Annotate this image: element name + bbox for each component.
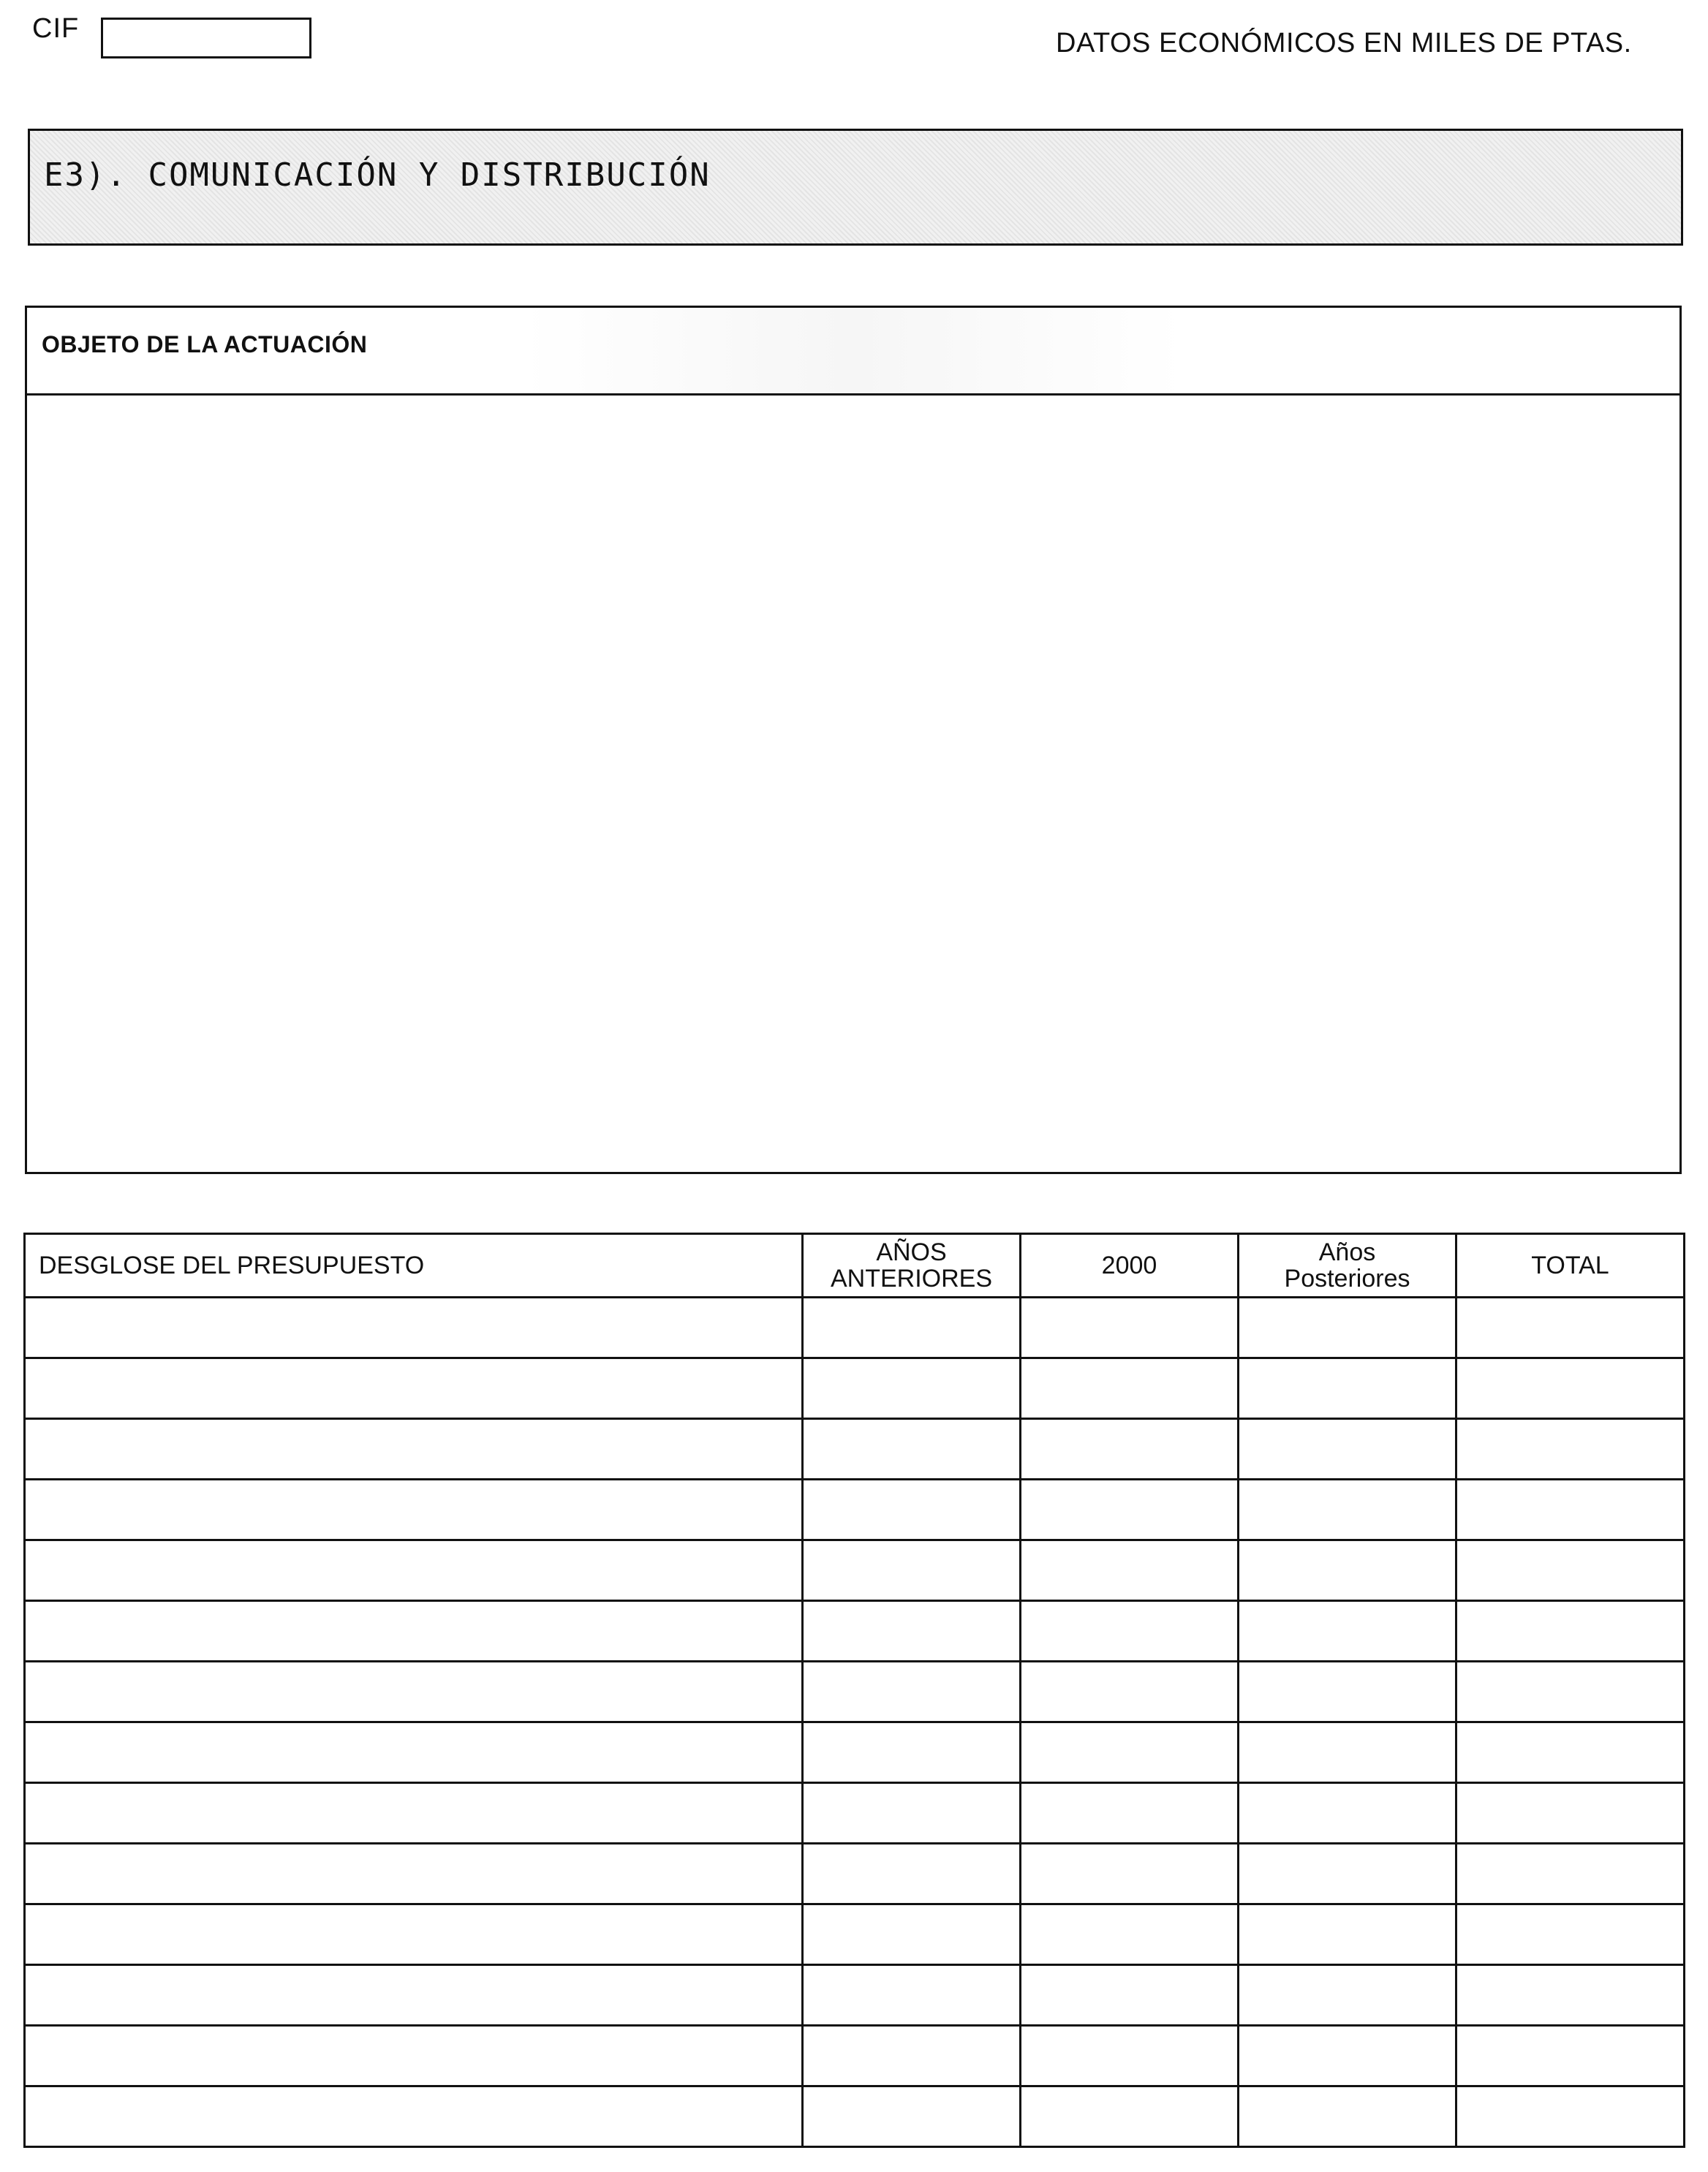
cell-anos-anteriores[interactable] xyxy=(803,1480,1021,1540)
cell-total[interactable] xyxy=(1456,1662,1685,1722)
table-row xyxy=(25,1298,1685,1358)
cell-total[interactable] xyxy=(1456,1480,1685,1540)
cell-anos-posteriores[interactable] xyxy=(1239,1783,1456,1844)
cell-year[interactable] xyxy=(1021,2026,1239,2086)
cell-desglose[interactable] xyxy=(25,1844,803,1904)
cell-anos-anteriores[interactable] xyxy=(803,1722,1021,1783)
table-row xyxy=(25,1722,1685,1783)
cell-total[interactable] xyxy=(1456,1965,1685,2026)
cell-anos-posteriores[interactable] xyxy=(1239,1419,1456,1480)
cell-year[interactable] xyxy=(1021,1844,1239,1904)
cell-year[interactable] xyxy=(1021,1965,1239,2026)
cell-total[interactable] xyxy=(1456,1298,1685,1358)
table-row xyxy=(25,1358,1685,1419)
header-desglose: DESGLOSE DEL PRESUPUESTO xyxy=(25,1234,803,1298)
header-anos-posteriores-line2: Posteriores xyxy=(1284,1265,1410,1293)
cell-year[interactable] xyxy=(1021,1298,1239,1358)
table-row xyxy=(25,2026,1685,2086)
cell-total[interactable] xyxy=(1456,1601,1685,1662)
table-row xyxy=(25,1844,1685,1904)
table-row xyxy=(25,1662,1685,1722)
cell-anos-anteriores[interactable] xyxy=(803,1662,1021,1722)
budget-header-row xyxy=(25,1234,1685,1298)
cell-total[interactable] xyxy=(1456,1358,1685,1419)
cell-desglose[interactable] xyxy=(25,1419,803,1480)
header-anos-anteriores xyxy=(803,1234,1021,1298)
cell-year[interactable] xyxy=(1021,1540,1239,1601)
cell-anos-posteriores[interactable] xyxy=(1239,2086,1456,2147)
cell-anos-posteriores[interactable] xyxy=(1239,1480,1456,1540)
objeto-section xyxy=(25,306,1682,1174)
cell-anos-posteriores[interactable] xyxy=(1239,1904,1456,1965)
cell-total[interactable] xyxy=(1456,1844,1685,1904)
table-row xyxy=(25,1904,1685,1965)
cell-total[interactable] xyxy=(1456,2026,1685,2086)
cell-desglose[interactable] xyxy=(25,2026,803,2086)
cell-desglose[interactable] xyxy=(25,1965,803,2026)
table-row xyxy=(25,1480,1685,1540)
cif-label: CIF xyxy=(32,13,80,44)
cell-desglose[interactable] xyxy=(25,1662,803,1722)
header-anos-posteriores-line1: Años xyxy=(1318,1238,1376,1266)
objeto-text-area[interactable] xyxy=(27,396,1679,1172)
cell-anos-anteriores[interactable] xyxy=(803,1904,1021,1965)
cell-anos-anteriores[interactable] xyxy=(803,1965,1021,2026)
cell-anos-posteriores[interactable] xyxy=(1239,1298,1456,1358)
cell-anos-posteriores[interactable] xyxy=(1239,1722,1456,1783)
table-row xyxy=(25,1540,1685,1601)
objeto-label: OBJETO DE LA ACTUACIÓN xyxy=(42,331,368,357)
cell-anos-posteriores[interactable] xyxy=(1239,2026,1456,2086)
cell-desglose[interactable] xyxy=(25,1358,803,1419)
table-row xyxy=(25,2086,1685,2147)
cell-anos-anteriores[interactable] xyxy=(803,1358,1021,1419)
header-total: TOTAL xyxy=(1456,1234,1685,1298)
header-year: 2000 xyxy=(1021,1234,1239,1298)
header-anos-anteriores-line1: AÑOS xyxy=(876,1238,947,1266)
cell-year[interactable] xyxy=(1021,1722,1239,1783)
table-row xyxy=(25,1419,1685,1480)
table-row xyxy=(25,1965,1685,2026)
cell-anos-anteriores[interactable] xyxy=(803,2086,1021,2147)
cell-desglose[interactable] xyxy=(25,1783,803,1844)
section-title: E3). COMUNICACIÓN Y DISTRIBUCIÓN xyxy=(44,156,711,194)
objeto-header xyxy=(27,308,1679,396)
header-anos-posteriores xyxy=(1239,1234,1456,1298)
header-anos-anteriores-line2: ANTERIORES xyxy=(830,1265,993,1293)
cell-desglose[interactable] xyxy=(25,1904,803,1965)
cell-desglose[interactable] xyxy=(25,1601,803,1662)
cell-anos-posteriores[interactable] xyxy=(1239,1662,1456,1722)
cell-year[interactable] xyxy=(1021,2086,1239,2147)
cell-anos-anteriores[interactable] xyxy=(803,1783,1021,1844)
table-row xyxy=(25,1601,1685,1662)
budget-table xyxy=(23,1233,1685,2148)
cell-year[interactable] xyxy=(1021,1480,1239,1540)
cell-desglose[interactable] xyxy=(25,1298,803,1358)
cell-anos-posteriores[interactable] xyxy=(1239,1358,1456,1419)
table-row xyxy=(25,1783,1685,1844)
cell-total[interactable] xyxy=(1456,1904,1685,1965)
cell-anos-posteriores[interactable] xyxy=(1239,1601,1456,1662)
cell-desglose[interactable] xyxy=(25,1540,803,1601)
cell-year[interactable] xyxy=(1021,1662,1239,1722)
cell-year[interactable] xyxy=(1021,1601,1239,1662)
cell-total[interactable] xyxy=(1456,1783,1685,1844)
cell-desglose[interactable] xyxy=(25,2086,803,2147)
cell-desglose[interactable] xyxy=(25,1480,803,1540)
cell-anos-posteriores[interactable] xyxy=(1239,1965,1456,2026)
cell-total[interactable] xyxy=(1456,1540,1685,1601)
cell-anos-anteriores[interactable] xyxy=(803,1844,1021,1904)
cell-anos-posteriores[interactable] xyxy=(1239,1540,1456,1601)
cell-year[interactable] xyxy=(1021,1358,1239,1419)
cell-year[interactable] xyxy=(1021,1783,1239,1844)
cell-anos-anteriores[interactable] xyxy=(803,1540,1021,1601)
units-note: DATOS ECONÓMICOS EN MILES DE PTAS. xyxy=(1056,28,1632,58)
cell-total[interactable] xyxy=(1456,1419,1685,1480)
cell-anos-anteriores[interactable] xyxy=(803,2026,1021,2086)
cell-anos-anteriores[interactable] xyxy=(803,1419,1021,1480)
cell-anos-anteriores[interactable] xyxy=(803,1298,1021,1358)
cell-total[interactable] xyxy=(1456,1722,1685,1783)
cell-total[interactable] xyxy=(1456,2086,1685,2147)
cell-desglose[interactable] xyxy=(25,1722,803,1783)
cell-anos-posteriores[interactable] xyxy=(1239,1844,1456,1904)
cif-field[interactable] xyxy=(101,18,311,58)
cell-anos-anteriores[interactable] xyxy=(803,1601,1021,1662)
cell-year[interactable] xyxy=(1021,1904,1239,1965)
cell-year[interactable] xyxy=(1021,1419,1239,1480)
